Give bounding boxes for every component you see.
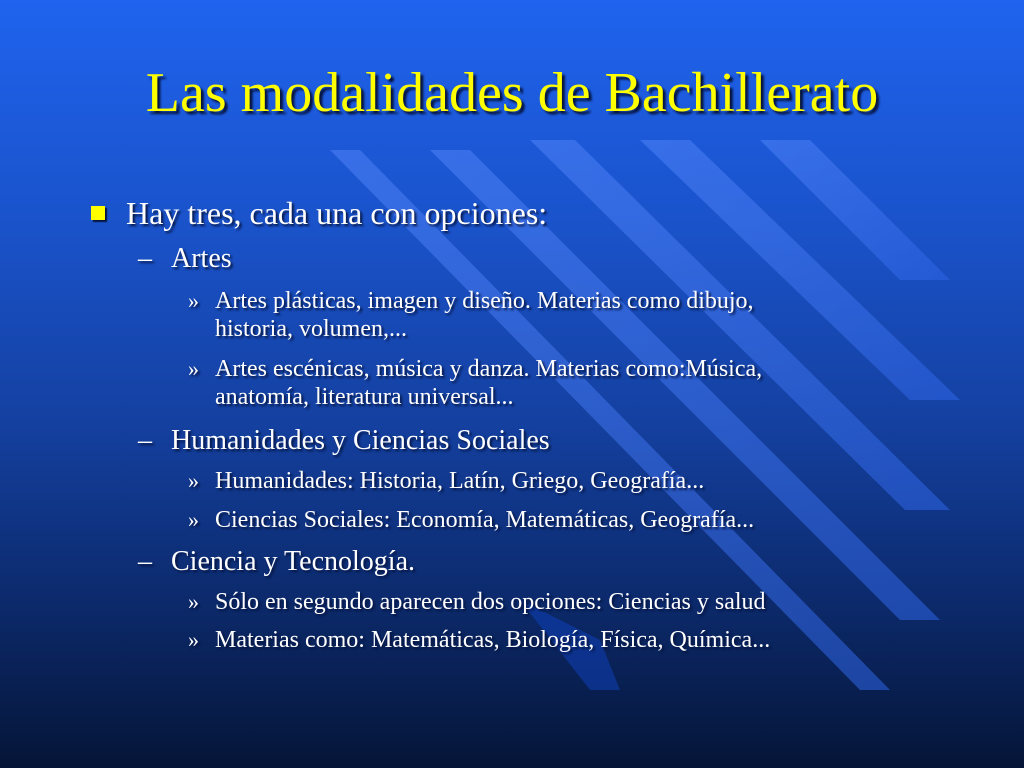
- chevron-marker: »: [188, 288, 199, 313]
- artes-item-2-line-2: anatomía, literatura universal...: [215, 384, 514, 410]
- dash-marker: –: [138, 546, 152, 577]
- artes-item-1-line-2: historia, volumen,...: [215, 316, 407, 342]
- sub-bullet-ciencia: Ciencia y Tecnología.: [171, 546, 416, 577]
- sub-bullet-artes: Artes: [171, 243, 232, 274]
- ciencia-item-1: Sólo en segundo aparecen dos opciones: Ciencias y salud: [215, 589, 766, 615]
- chevron-marker: »: [188, 589, 199, 614]
- slide-title: Las modalidades de Bachillerato: [145, 62, 879, 124]
- chevron-marker: »: [188, 468, 199, 493]
- dash-marker: –: [138, 425, 152, 456]
- dash-marker: –: [138, 243, 152, 274]
- main-bullet-text: Hay tres, cada una con opciones:: [126, 195, 548, 231]
- humanidades-item-2: Ciencias Sociales: Economía, Matemáticas, Geografía...: [215, 507, 755, 533]
- chevron-marker: »: [188, 507, 199, 532]
- chevron-marker: »: [188, 356, 199, 381]
- chevron-marker: »: [188, 627, 199, 652]
- artes-item-2-line-1: Artes escénicas, música y danza. Materias como:Música,: [215, 356, 763, 382]
- artes-item-1-line-1: Artes plásticas, imagen y diseño. Materias como dibujo,: [215, 288, 754, 314]
- square-bullet-icon: [91, 206, 105, 220]
- ciencia-item-2: Materias como: Matemáticas, Biología, Física, Química...: [215, 627, 771, 653]
- humanidades-item-1: Humanidades: Historia, Latín, Griego, Geografía...: [215, 468, 705, 494]
- sub-bullet-humanidades: Humanidades y Ciencias Sociales: [171, 425, 550, 456]
